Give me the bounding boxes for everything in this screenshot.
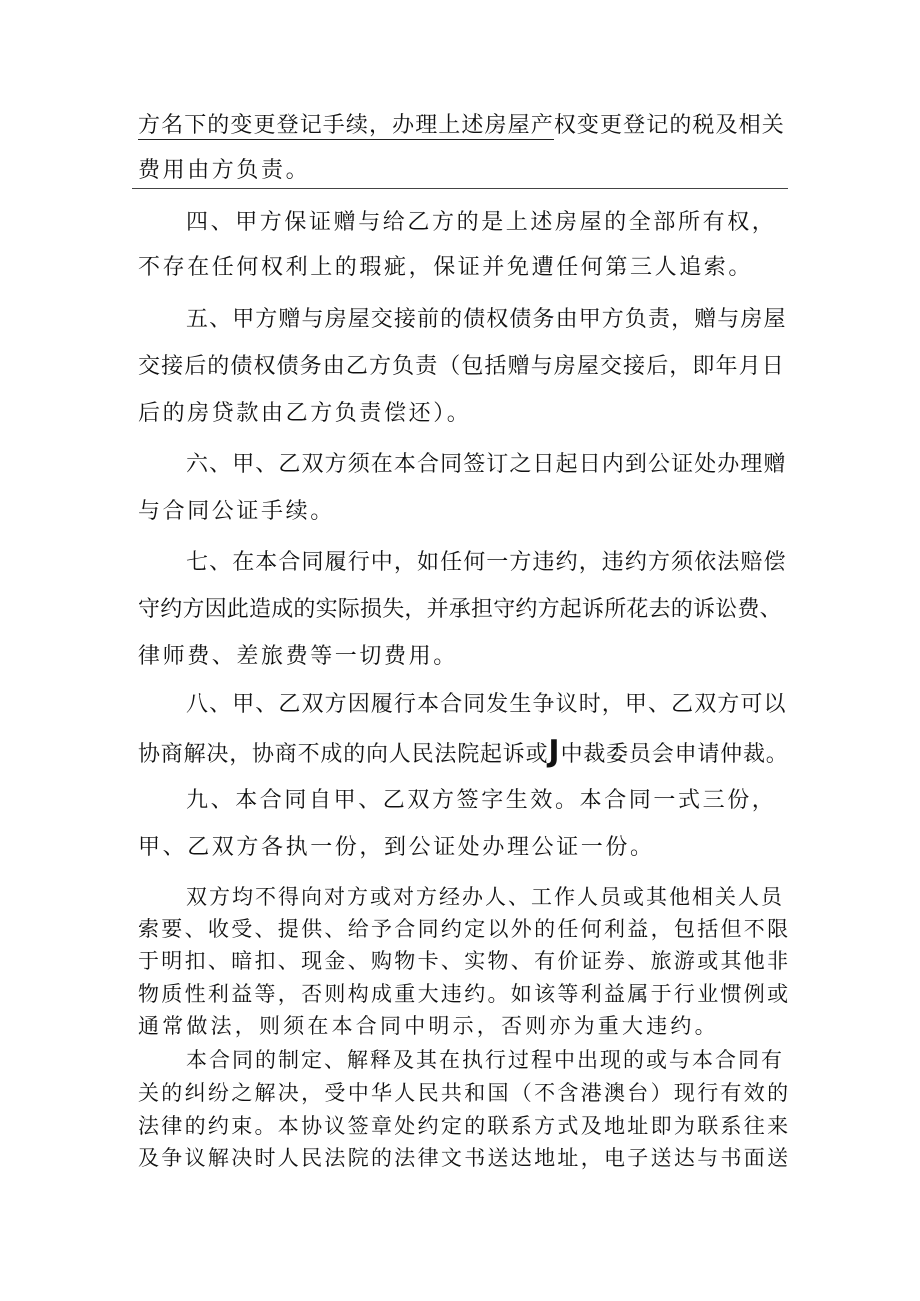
clause-6-line-1: 六、甲、乙双方须在本合同签订之日起日内到公证处办理赠 bbox=[186, 452, 787, 477]
clause-4-line-2: 不存在任何权利上的瑕疵，保证并免遭任何第三人追索。 bbox=[138, 255, 754, 280]
clause-6-line-2: 与合同公证手续。 bbox=[138, 499, 335, 524]
clause-7-line-2: 守约方因此造成的实际损失，并承担守约方起诉所花去的诉讼费、 bbox=[138, 597, 782, 622]
law-line-2: 关的纠纷之解决，受中华人民共和国（不含港澳台）现行有效的 bbox=[138, 1081, 791, 1105]
horizontal-rule bbox=[132, 188, 788, 189]
clause-9-line-1: 九、本合同自甲、乙双方签字生效。本合同一式三份， bbox=[186, 788, 777, 813]
clause-5-line-1: 五、甲方赠与房屋交接前的债权债务由甲方负责，赠与房屋 bbox=[186, 307, 787, 332]
clause-8-glyph-j: J bbox=[548, 734, 561, 769]
clause-7-line-3: 律师费、差旅费等一切费用。 bbox=[138, 644, 458, 669]
clause-8-text-a: 协商解决，协商不成的向人民法院起诉或 bbox=[138, 742, 549, 767]
clause-3-text: 权变更登记的税及相关 bbox=[553, 113, 785, 138]
integrity-line-4: 物质性利益等，否则构成重大违约。如该等利益属于行业惯例或 bbox=[138, 982, 791, 1006]
clause-9-line-2: 甲、乙双方各执一份，到公证处办理公证一份。 bbox=[138, 835, 655, 860]
law-line-3: 法律的约束。本协议签章处约定的联系方式及地址即为联系往来 bbox=[138, 1114, 791, 1138]
clause-3-line-2: 费用由方负责。 bbox=[138, 158, 311, 183]
clause-5-line-3: 后的房贷款由乙方负责偿还）。 bbox=[138, 401, 472, 426]
clause-4-line-1: 四、甲方保证赠与给乙方的是上述房屋的全部所有权， bbox=[186, 210, 777, 235]
clause-3-underlined-text: 方名下的变更登记手续，办理上述房屋产 bbox=[138, 113, 554, 138]
clause-3-line-1 bbox=[138, 112, 785, 140]
integrity-line-3: 于明扣、暗扣、现金、购物卡、实物、有价证券、旅游或其他非 bbox=[138, 949, 791, 973]
integrity-line-2: 索要、收受、提供、给予合同约定以外的任何利益，包括但不限 bbox=[138, 917, 791, 941]
law-line-1: 本合同的制定、解释及其在执行过程中出现的或与本合同有 bbox=[186, 1048, 784, 1072]
law-line-4: 及争议解决时人民法院的法律文书送达地址，电子送达与书面送 bbox=[138, 1146, 791, 1170]
clause-8-text-b: 中裁委员会申请仲裁。 bbox=[560, 742, 789, 767]
clause-5-line-2: 交接后的债权债务由乙方负责（包括赠与房屋交接后，即年月日 bbox=[138, 354, 785, 379]
integrity-line-5: 通常做法，则须在本合同中明示，否则亦为重大违约。 bbox=[138, 1014, 719, 1038]
clause-7-line-1: 七、在本合同履行中，如任何一方违约，违约方须依法赔偿 bbox=[186, 550, 787, 575]
clause-8-line-2 bbox=[138, 734, 789, 769]
clause-8-line-1: 八、甲、乙双方因履行本合同发生争议时，甲、乙双方可以 bbox=[186, 692, 787, 717]
integrity-line-1: 双方均不得向对方或对方经办人、工作人员或其他相关人员 bbox=[186, 885, 784, 909]
